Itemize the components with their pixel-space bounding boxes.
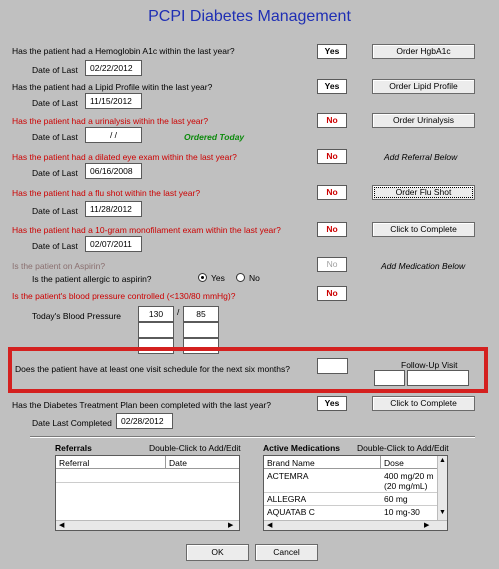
eye-date-label: Date of Last (32, 168, 78, 178)
plan-date-label: Date Last Completed (32, 418, 112, 428)
allergy-yes-label: Yes (211, 273, 225, 283)
allergy-no-label: No (249, 273, 260, 283)
mono-date-label: Date of Last (32, 241, 78, 251)
bp-label: Today's Blood Pressure (32, 311, 122, 321)
urinalysis-question: Has the patient had a urinalysis within the last year? (12, 116, 209, 126)
aspirin-question: Is the patient on Aspirin? (12, 261, 106, 271)
followup-field-1[interactable] (374, 370, 405, 386)
aspirin-answer[interactable]: No (317, 257, 347, 272)
plan-question: Has the Diabetes Treatment Plan been completed with the last year? (12, 400, 271, 410)
bp-separator: / (177, 307, 180, 317)
scroll-left-icon[interactable]: ◀ (267, 522, 273, 529)
lipid-answer[interactable]: Yes (317, 79, 347, 94)
add-referral-note: Add Referral Below (384, 152, 458, 162)
urinalysis-date-label: Date of Last (32, 132, 78, 142)
add-medication-note: Add Medication Below (381, 261, 466, 271)
medications-title: Active Medications (263, 443, 340, 453)
monofilament-question: Has the patient had a 10-gram monofilament exam within the last year? (12, 225, 281, 235)
hba1c-date-field[interactable]: 02/22/2012 (85, 60, 142, 76)
bp-question: Is the patient's blood pressure controlled (<130/80 mmHg)? (12, 291, 236, 301)
brand-name-column-header[interactable]: Brand Name (267, 458, 315, 468)
flu-date-field[interactable]: 11/28/2012 (85, 201, 142, 217)
flu-question: Has the patient had a flu shot within the last year? (12, 188, 201, 198)
scroll-left-icon[interactable]: ◀ (59, 522, 65, 529)
systolic-field-2[interactable] (138, 322, 174, 338)
scroll-down-icon[interactable]: ▼ (439, 509, 446, 516)
order-flu-shot-button[interactable]: Order Flu Shot (372, 185, 475, 200)
flu-date-label: Date of Last (32, 206, 78, 216)
followup-visit-label: Follow-Up Visit (401, 360, 458, 370)
medications-hscrollbar[interactable] (264, 520, 447, 530)
scroll-right-icon[interactable]: ▶ (228, 522, 234, 529)
dose-column-header[interactable]: Dose (384, 458, 404, 468)
diastolic-field[interactable]: 85 (183, 306, 219, 322)
lipid-question: Has the patient had a Lipid Profile witin the last year? (12, 82, 213, 92)
medication-row-dose-2[interactable]: (20 mg/mL) (384, 481, 428, 491)
referrals-hint: Double-Click to Add/Edit (149, 443, 241, 453)
scroll-up-icon[interactable]: ▲ (439, 457, 446, 464)
separator (30, 436, 475, 438)
monofilament-complete-button[interactable]: Click to Complete (372, 222, 475, 237)
lipid-date-field[interactable]: 11/15/2012 (85, 93, 142, 109)
medication-row-name[interactable]: ALLEGRA (267, 494, 307, 504)
order-urinalysis-button[interactable]: Order Urinalysis (372, 113, 475, 128)
scroll-right-icon[interactable]: ▶ (424, 522, 430, 529)
visit-question: Does the patient have at least one visit schedule for the next six months? (15, 364, 290, 374)
medication-row-name[interactable]: AQUATAB C (267, 507, 315, 517)
urinalysis-date-field[interactable]: / / (85, 127, 142, 143)
hba1c-question: Has the patient had a Hemoglobin A1c within the last year? (12, 46, 235, 56)
plan-answer[interactable]: Yes (317, 396, 347, 411)
order-lipid-profile-button[interactable]: Order Lipid Profile (372, 79, 475, 94)
mono-date-field[interactable]: 02/07/2011 (85, 236, 142, 252)
followup-field-2[interactable] (407, 370, 469, 386)
plan-date-field[interactable]: 02/28/2012 (116, 413, 173, 429)
eye-exam-answer[interactable]: No (317, 149, 347, 164)
flu-answer[interactable]: No (317, 185, 347, 200)
eye-date-field[interactable]: 06/16/2008 (85, 163, 142, 179)
medication-row-dose[interactable]: 10 mg-30 (384, 507, 420, 517)
cancel-button[interactable]: Cancel (255, 544, 318, 561)
hba1c-date-label: Date of Last (32, 65, 78, 75)
medication-row-dose[interactable]: 400 mg/20 m (384, 471, 434, 481)
order-hgba1c-button[interactable]: Order HgbA1c (372, 44, 475, 59)
medication-row-dose[interactable]: 60 mg (384, 494, 408, 504)
eye-exam-question: Has the patient had a dilated eye exam within the last year? (12, 152, 237, 162)
ordered-today-note: Ordered Today (184, 132, 245, 142)
visit-answer[interactable] (317, 358, 348, 374)
allergy-yes-radio[interactable] (198, 273, 207, 282)
date-column-header[interactable]: Date (169, 458, 187, 468)
urinalysis-answer[interactable]: No (317, 113, 347, 128)
lipid-date-label: Date of Last (32, 98, 78, 108)
plan-complete-button[interactable]: Click to Complete (372, 396, 475, 411)
window-title: PCPI Diabetes Management (148, 8, 351, 25)
diastolic-field-2[interactable] (183, 322, 219, 338)
aspirin-allergy-question: Is the patient allergic to aspirin? (32, 274, 152, 284)
monofilament-answer[interactable]: No (317, 222, 347, 237)
systolic-field[interactable]: 130 (138, 306, 174, 322)
referrals-grid[interactable] (55, 455, 240, 531)
medications-hint: Double-Click to Add/Edit (357, 443, 449, 453)
referrals-hscrollbar[interactable] (56, 520, 239, 530)
ok-button[interactable]: OK (186, 544, 249, 561)
medications-grid[interactable] (263, 455, 448, 531)
hba1c-answer[interactable]: Yes (317, 44, 347, 59)
medication-row-name[interactable]: ACTEMRA (267, 471, 309, 481)
medications-vscrollbar[interactable] (437, 456, 447, 520)
bp-answer[interactable]: No (317, 286, 347, 301)
referral-column-header[interactable]: Referral (59, 458, 90, 468)
allergy-no-radio[interactable] (236, 273, 245, 282)
referrals-title: Referrals (55, 443, 92, 453)
